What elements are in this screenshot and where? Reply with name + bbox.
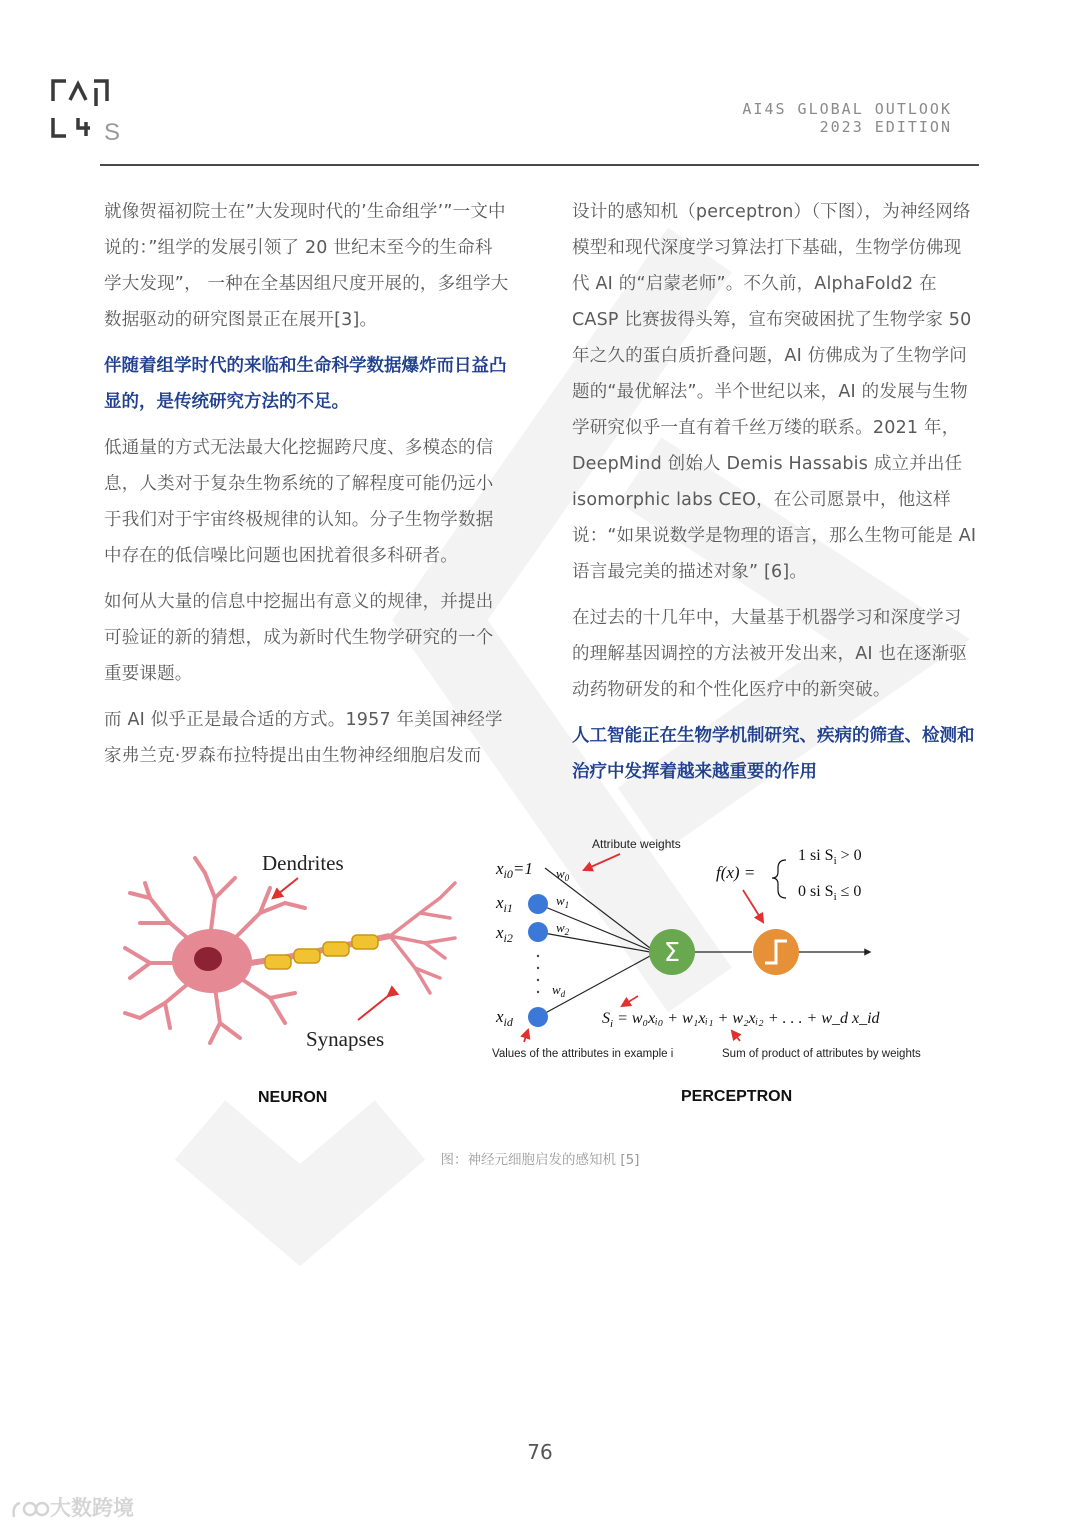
perceptron-diagram bbox=[492, 837, 921, 1105]
input-label-x0: $x_{i0}=1$ bbox=[496, 859, 533, 881]
perceptron-title: PERCEPTRON bbox=[681, 1088, 793, 1105]
page-number: 76 bbox=[527, 1440, 553, 1464]
weight-label-w2: $w_2$ bbox=[556, 920, 570, 937]
neuron-perceptron-figure bbox=[110, 828, 980, 1113]
neuron-nucleus bbox=[194, 947, 222, 971]
left-paragraph-2: 低通量的方式无法最大化挖掘跨尺度、多模态的信息，人类对于复杂生物系统的了解程度可能仍远小于我们对于宇宙终极规律的认知。分子生物学数据中存在的低信噪比问题也困扰着很多科研者。 bbox=[104, 438, 494, 566]
right-highlight-1: 人工智能正在生物学机制研究、疾病的筛查、检测和治疗中发挥着越来越重要的作用 bbox=[572, 726, 975, 782]
activation-formula-lhs: f(x) = bbox=[716, 863, 756, 882]
sum-product-label: Sum of product of attributes by weights bbox=[722, 1048, 921, 1060]
sum-symbol: Σ bbox=[663, 938, 681, 968]
synapses-label: Synapses bbox=[306, 1027, 385, 1051]
header-line-2: 2023 EDITION bbox=[819, 118, 952, 136]
right-paragraph-2: 在过去的十几年中，大量基于机器学习和深度学习的理解基因调控的方法被开发出来，AI 也在逐渐驱动药物研发的和个性化医疗中的新突破。 bbox=[572, 608, 967, 700]
input-label-xd: $x_{id}$ bbox=[496, 1007, 513, 1029]
figure-caption: 图：神经元细胞启发的感知机 [5] bbox=[440, 1152, 640, 1168]
weight-label-wd: $w_d$ bbox=[552, 982, 566, 999]
left-paragraph-1: 就像贺福初院士在”大发现时代的’生命组学’”一文中说的：”组学的发展引领了 20 世纪末至今的生命科学大发现”， 一种在全基因组尺度开展的，多组学大数据驱动的研究图景正在展开[3]。 bbox=[104, 202, 509, 330]
header-line-1: AI4S GLOBAL OUTLOOK bbox=[742, 100, 952, 118]
weighted-sum-formula: $S_i$ = w₀xᵢ₀ + w₁xᵢ₁ + w₂xᵢ₂ + . . . + w_d x_id bbox=[602, 1010, 880, 1030]
ellipsis-dots bbox=[537, 955, 539, 993]
right-paragraph-1: 设计的感知机（perceptron）（下图），为神经网络模型和现代深度学习算法打下基础，生物学仿佛现代 AI 的“启蒙老师”。不久前，AlphaFold2 在 CASP 比赛拔得头筹，宣布突破困扰了生物学家 50 年之久的蛋白质折叠问题，AI 仿佛成为了生物学问题的“最优解法”。半个世纪以来，AI 的发展与生物学研究似乎一直有着千丝万缕的联系。2021 年，DeepMind 创始人 Demis Hassabis 成立并出任 isomorphic labs CEO，在公司愿景中，他这样说：“如果说数学是物理的语言，那么生物可能是 AI 语言最完美的描述对象” [6]。 bbox=[572, 202, 977, 582]
neuron-drawing bbox=[125, 851, 455, 1106]
ai4s-logo bbox=[48, 76, 130, 146]
activation-case-2: 0 si $S_i \le 0$ bbox=[798, 883, 862, 903]
footer-brand bbox=[10, 1492, 134, 1522]
weight-label-w0: $w_0$ bbox=[556, 866, 570, 883]
header-rule bbox=[100, 164, 979, 166]
left-highlight-1: 伴随着组学时代的来临和生命科学数据爆炸而日益凸显的，是传统研究方法的不足。 bbox=[104, 356, 507, 412]
neuron-title: NEURON bbox=[258, 1089, 328, 1106]
dendrites-label: Dendrites bbox=[262, 851, 344, 875]
values-label: Values of the attributes in example i bbox=[492, 1048, 674, 1060]
edition-header bbox=[742, 100, 952, 136]
left-paragraph-4: 而 AI 似乎正是最合适的方式。1957 年美国神经学家弗兰克·罗森布拉特提出由生物神经细胞启发而 bbox=[104, 710, 503, 766]
input-label-x2: $x_{i2}$ bbox=[496, 923, 513, 945]
weight-label-w1: $w_1$ bbox=[556, 893, 570, 910]
left-paragraph-3: 如何从大量的信息中挖掘出有意义的规律，并提出可验证的新的猜想，成为新时代生物学研究的一个重要课题。 bbox=[104, 592, 494, 684]
footer-brand-text: 大数跨境 bbox=[50, 1496, 134, 1520]
right-column bbox=[572, 194, 977, 800]
input-nodes bbox=[528, 894, 548, 1027]
logo-s-letter: S bbox=[104, 119, 121, 146]
activation-case-1: 1 si $S_i > 0$ bbox=[798, 847, 862, 867]
attribute-weights-label: Attribute weights bbox=[592, 837, 681, 851]
left-column bbox=[104, 194, 509, 784]
input-label-x1: $x_{i1}$ bbox=[496, 893, 513, 915]
brand-logo-icon bbox=[10, 1497, 50, 1521]
